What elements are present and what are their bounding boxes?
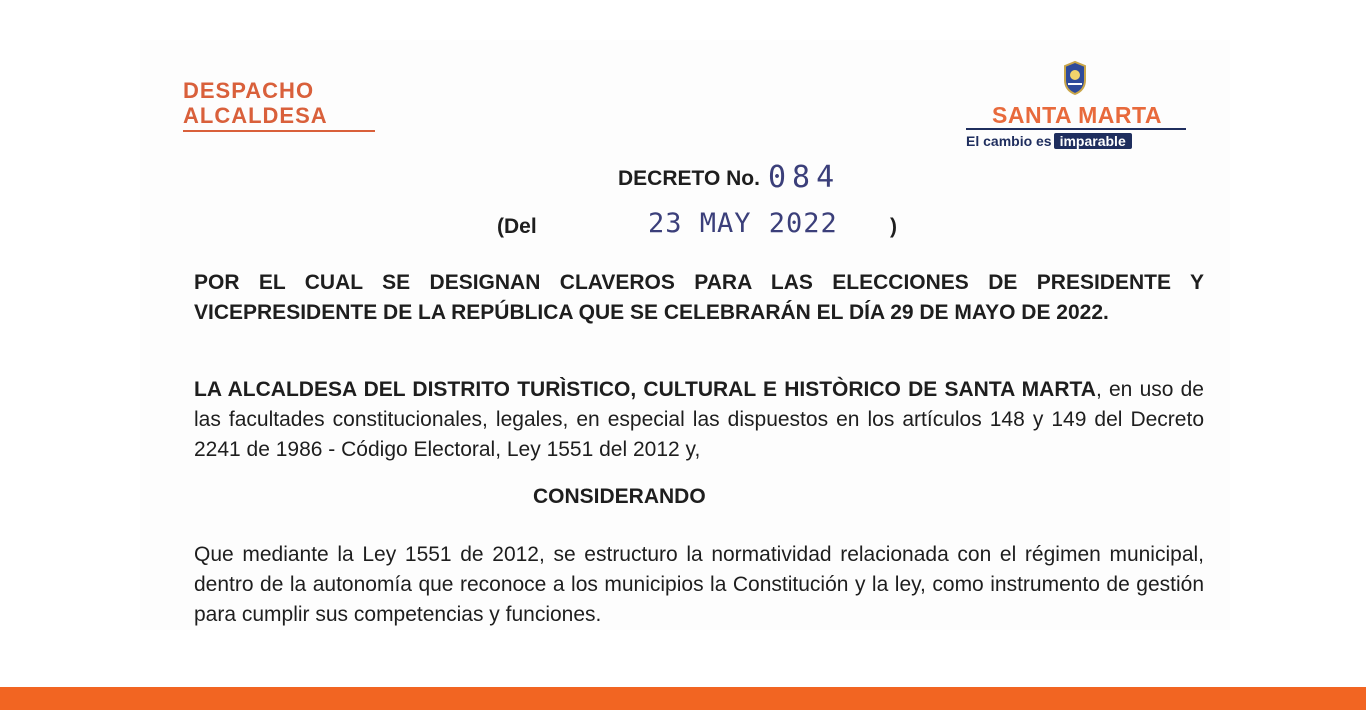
decree-label: DECRETO No.	[618, 167, 760, 190]
decree-number: 084	[767, 160, 841, 195]
logo-underline	[966, 128, 1186, 130]
city-crest-icon	[1062, 60, 1088, 96]
decree-title-text: POR EL CUAL SE DESIGNAN CLAVEROS PARA LAS ELECCIONES DE PRESIDENTE Y VICEPRESIDENTE DE LA REPÚBLICA QUE SE CELEBRARÁN EL DÍA 29 DE MAYO DE 2022.	[194, 271, 1204, 324]
bottom-accent-bar	[0, 687, 1366, 710]
body-paragraph	[194, 540, 1204, 630]
date-open-label: (Del	[497, 215, 537, 238]
logo-slogan	[966, 133, 1132, 149]
date-close-paren: )	[890, 215, 897, 238]
considerando-heading: CONSIDERANDO	[533, 485, 706, 508]
office-line-2: ALCALDESA	[183, 103, 328, 128]
body-paragraph-text: Que mediante la Ley 1551 de 2012, se estructuro la normatividad relacionada con el régimen municipal, dentro de la autonomía que reconoce a los municipios la Constitución y la ley, como instrumento de gestión para cumplir sus competencias y funciones.	[194, 543, 1204, 626]
office-heading	[183, 78, 375, 132]
intro-rest: , en uso de las facultades constitucionales, legales, en especial las dispuestos en los artículos 148 y 149 del Decreto 2241 de 1986 - Código Electoral, Ley 1551 del 2012 y,	[194, 378, 1204, 461]
decree-date-stamp: 23 MAY 2022	[648, 208, 838, 239]
santa-marta-logo	[962, 56, 1188, 152]
office-line-1: DESPACHO	[183, 78, 315, 103]
slogan-prefix: El cambio es	[966, 133, 1052, 149]
slogan-highlight: imparable	[1054, 133, 1132, 149]
decree-title	[194, 268, 1204, 328]
decree-number-line	[618, 160, 840, 195]
logo-city-name: SANTA MARTA	[992, 102, 1162, 128]
office-underline	[183, 130, 375, 132]
intro-paragraph	[194, 375, 1204, 465]
intro-bold: LA ALCALDESA DEL DISTRITO TURÌSTICO, CULTURAL E HISTÒRICO DE SANTA MARTA	[194, 378, 1096, 401]
